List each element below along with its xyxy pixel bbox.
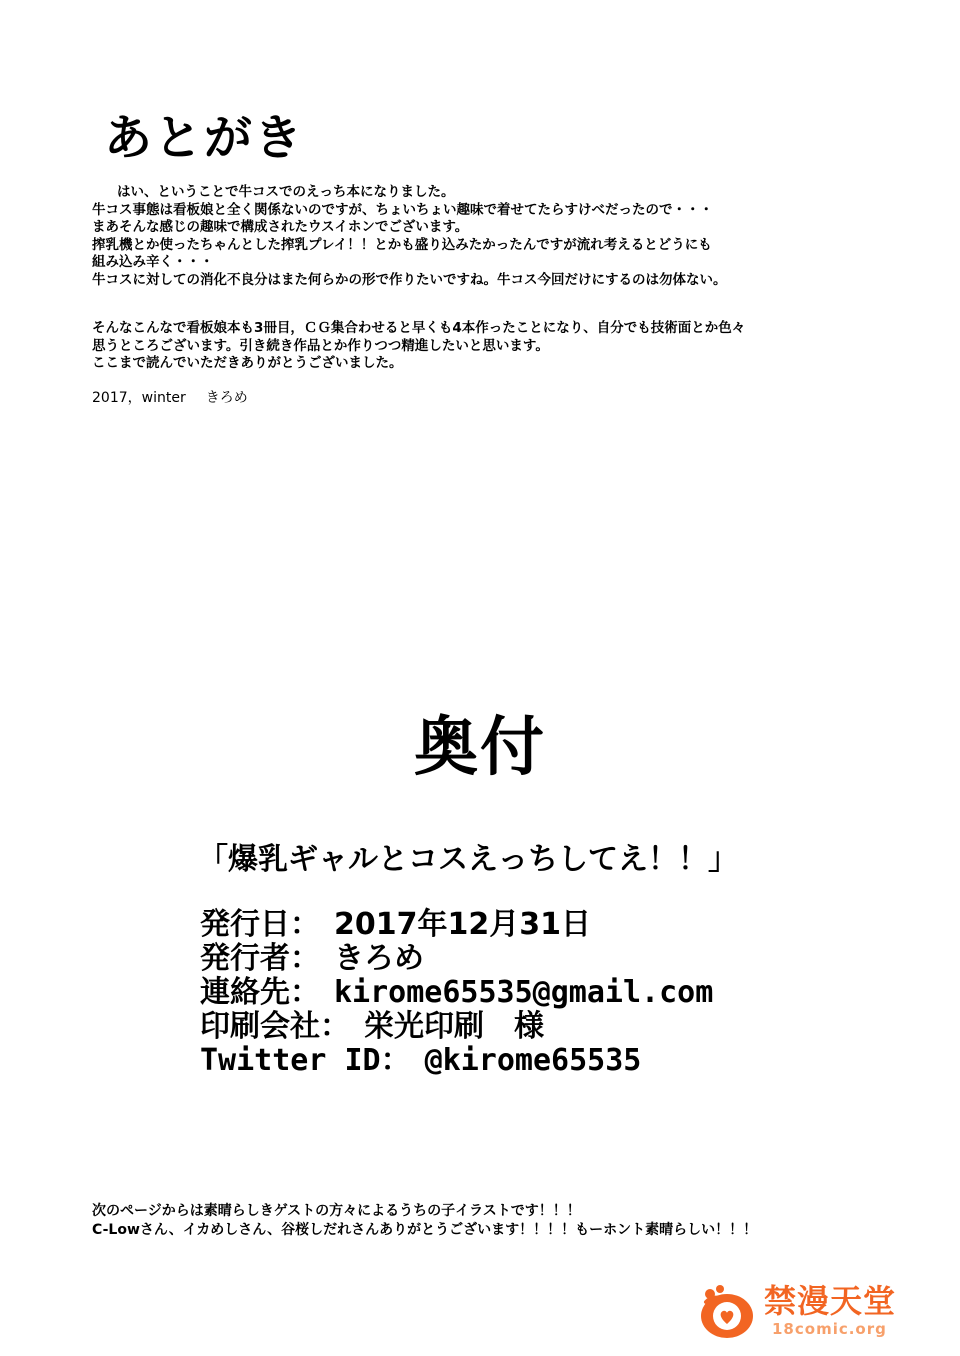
- orange-blob-heart-icon: [696, 1280, 758, 1342]
- guest-note-line: C-Lowさん、イカめしさん、谷桜しだれさんありがとうございます！！！！もーホント素晴らしい！！！: [92, 1222, 758, 1238]
- publisher-label: 発行者：: [200, 941, 320, 976]
- colophon-row-publish-date: [200, 908, 900, 942]
- printer-value: 栄光印刷 様: [364, 1009, 544, 1044]
- afterword-title: あとがき: [104, 110, 305, 166]
- signature-name: きろめ: [205, 390, 248, 406]
- colophon-title: 奥付: [414, 711, 546, 785]
- colophon-details: [200, 908, 900, 1078]
- afterword-line: 搾乳機とか使ったちゃんとした搾乳プレイ！！とかも盛り込みたかったんですが流れ考えるとどうにも: [92, 236, 712, 253]
- twitter-handle: @kirome65535: [424, 1043, 642, 1078]
- watermark-site-url: 18comic.org: [772, 1320, 887, 1338]
- printer-label: 印刷会社：: [200, 1009, 350, 1044]
- publisher-value: きろめ: [334, 941, 424, 976]
- afterword-line: はい、ということで牛コスでのえっち本になりました。: [117, 184, 455, 200]
- guest-note-line: 次のページからは素晴らしきゲストの方々によるうちの子イラストです！！！: [92, 1203, 581, 1219]
- site-watermark: [696, 1276, 926, 1346]
- publish-date-value: 2017年12月31日: [334, 907, 591, 942]
- twitter-label: Twitter ID：: [200, 1043, 411, 1078]
- afterword-line: 牛コスに対しての消化不良分はまた何らかの形で作りたいですね。牛コス今回だけにするのは勿体ない。: [92, 271, 727, 288]
- afterword-line: 組み込み辛く・・・: [92, 254, 214, 271]
- contact-label: 連絡先：: [200, 975, 320, 1010]
- afterword-paragraph-2: [92, 320, 912, 373]
- publish-date-label: 発行日：: [200, 907, 320, 942]
- guest-illustration-note: [92, 1202, 757, 1240]
- afterword-line: 思うところございます。引き続き作品とか作りつつ精進したいと思います。: [92, 337, 549, 354]
- colophon-row-twitter: [200, 1044, 900, 1078]
- afterword-line: ここまで読んでいただきありがとうございました。: [92, 355, 403, 372]
- contact-email: kirome65535@gmail.com: [334, 975, 714, 1010]
- watermark-site-name: 禁漫天堂: [764, 1282, 897, 1320]
- afterword-line: そんなこんなで看板娘本も3冊目，ＣＧ集合わせると早くも4本作ったことになり、自分でも技術面とか色々: [92, 320, 746, 336]
- afterword-paragraph-1: [92, 184, 912, 290]
- colophon-row-contact: [200, 976, 900, 1010]
- afterword-line: 牛コス事態は看板娘と全く関係ないのですが、ちょいちょい趣味で着せてたらすけべだったので・・・: [92, 201, 713, 218]
- signature-date: 2017，winter: [92, 390, 186, 406]
- work-title: 「爆乳ギャルとコスえっちしてえ！！」: [198, 842, 738, 877]
- colophon-row-printer: [200, 1010, 900, 1044]
- afterword-line: まあそんな感じの趣味で構成されたウスイホンでございます。: [92, 219, 469, 236]
- afterword-signature: [92, 389, 248, 407]
- colophon-row-publisher: [200, 942, 900, 976]
